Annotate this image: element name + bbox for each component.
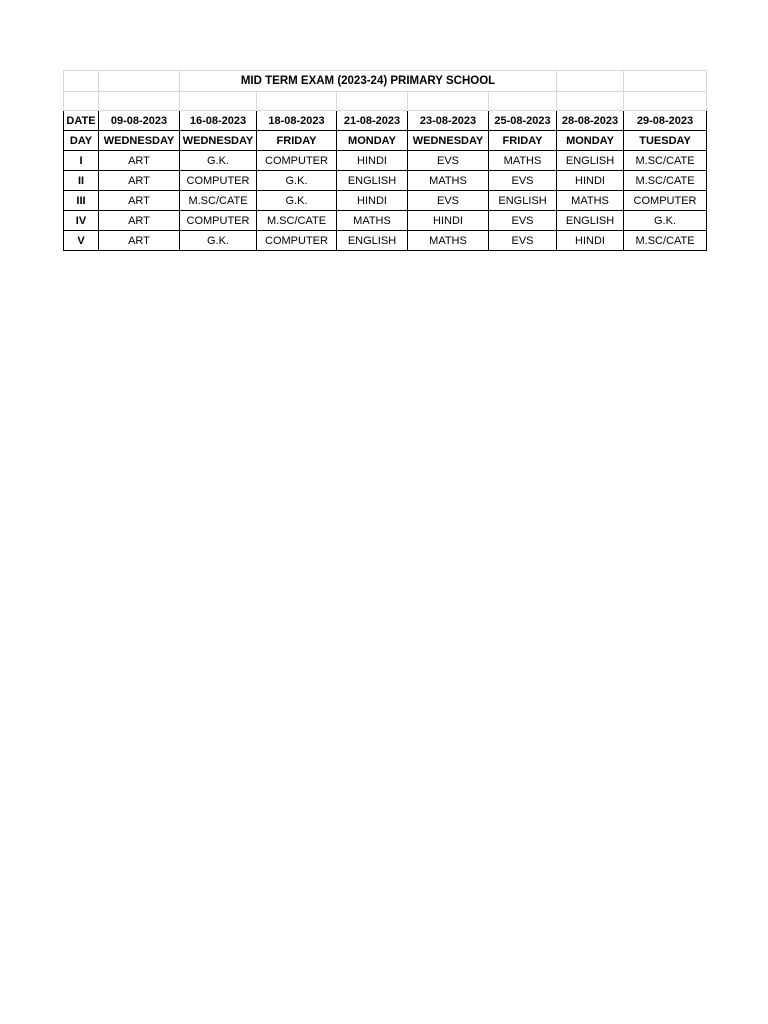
empty-cell [557,92,624,111]
class-name: I [64,151,99,171]
spacer-row [64,92,707,111]
day-cell: WEDNESDAY [408,131,489,151]
empty-cell [64,71,99,92]
subject-cell: M.SC/CATE [624,151,707,171]
day-cell: MONDAY [337,131,408,151]
empty-cell [99,92,180,111]
subject-cell: M.SC/CATE [624,231,707,251]
day-cell: TUESDAY [624,131,707,151]
subject-cell: MATHS [408,171,489,191]
subject-cell: M.SC/CATE [624,171,707,191]
subject-cell: HINDI [337,151,408,171]
class-name: V [64,231,99,251]
subject-cell: ENGLISH [557,151,624,171]
date-cell: 23-08-2023 [408,111,489,131]
subject-cell: HINDI [557,171,624,191]
subject-cell: G.K. [624,211,707,231]
date-row [64,111,707,131]
subject-cell: ENGLISH [337,231,408,251]
empty-cell [557,71,624,92]
subject-cell: G.K. [180,151,257,171]
empty-cell [64,92,99,111]
empty-cell [337,92,408,111]
subject-cell: ENGLISH [489,191,557,211]
subject-cell: MATHS [489,151,557,171]
subject-cell: G.K. [257,191,337,211]
class-name: III [64,191,99,211]
subject-cell: EVS [408,151,489,171]
subject-cell: MATHS [408,231,489,251]
subject-cell: EVS [489,211,557,231]
subject-cell: HINDI [557,231,624,251]
class-row-iii [64,191,707,211]
subject-cell: MATHS [337,211,408,231]
class-name: II [64,171,99,191]
day-row [64,131,707,151]
subject-cell: ENGLISH [337,171,408,191]
subject-cell: COMPUTER [180,171,257,191]
day-cell: WEDNESDAY [180,131,257,151]
empty-cell [180,92,257,111]
date-label: DATE [64,111,99,131]
class-row-iv [64,211,707,231]
subject-cell: HINDI [408,211,489,231]
class-row-v [64,231,707,251]
subject-cell: COMPUTER [257,231,337,251]
subject-cell: G.K. [257,171,337,191]
subject-cell: EVS [489,171,557,191]
subject-cell: ART [99,211,180,231]
date-cell: 21-08-2023 [337,111,408,131]
empty-cell [489,92,557,111]
subject-cell: EVS [489,231,557,251]
subject-cell: ART [99,171,180,191]
subject-cell: ENGLISH [557,211,624,231]
subject-cell: G.K. [180,231,257,251]
exam-schedule-sheet [63,70,706,251]
subject-cell: EVS [408,191,489,211]
date-cell: 29-08-2023 [624,111,707,131]
empty-cell [624,71,707,92]
sheet-title: MID TERM EXAM (2023-24) PRIMARY SCHOOL [180,71,557,92]
day-cell: WEDNESDAY [99,131,180,151]
day-cell: FRIDAY [257,131,337,151]
date-cell: 09-08-2023 [99,111,180,131]
date-cell: 16-08-2023 [180,111,257,131]
subject-cell: HINDI [337,191,408,211]
subject-cell: COMPUTER [257,151,337,171]
empty-cell [624,92,707,111]
empty-cell [257,92,337,111]
subject-cell: ART [99,151,180,171]
class-name: IV [64,211,99,231]
class-row-i [64,151,707,171]
subject-cell: COMPUTER [624,191,707,211]
title-row [64,71,707,92]
exam-schedule-table [63,70,707,251]
class-row-ii [64,171,707,191]
empty-cell [99,71,180,92]
day-cell: FRIDAY [489,131,557,151]
subject-cell: ART [99,231,180,251]
subject-cell: MATHS [557,191,624,211]
subject-cell: COMPUTER [180,211,257,231]
subject-cell: ART [99,191,180,211]
date-cell: 18-08-2023 [257,111,337,131]
day-label: DAY [64,131,99,151]
date-cell: 28-08-2023 [557,111,624,131]
empty-cell [408,92,489,111]
subject-cell: M.SC/CATE [257,211,337,231]
day-cell: MONDAY [557,131,624,151]
subject-cell: M.SC/CATE [180,191,257,211]
date-cell: 25-08-2023 [489,111,557,131]
